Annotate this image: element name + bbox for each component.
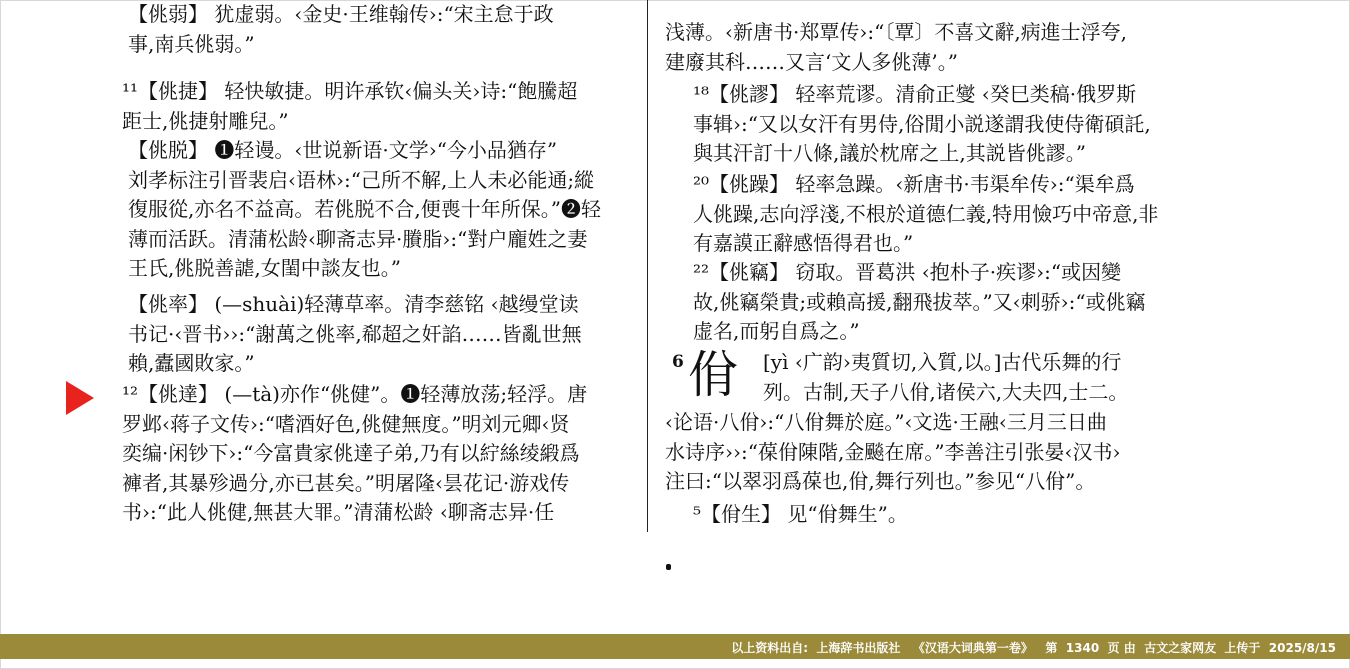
column-divider bbox=[647, 0, 648, 532]
entry-tiaojie: ¹¹【佻捷】 轻快敏捷。明许承钦‹偏头关›诗:“飽騰超 距士,佻捷射雕兒。” bbox=[122, 79, 578, 133]
entry-head-number: 6 bbox=[672, 352, 684, 372]
entry-tiaobo-continued: 浅薄。‹新唐书·郑覃传›:“〔覃〕不喜文辭,病進士浮夸, 建廢其科……又言‘文人多佻薄’。” bbox=[665, 20, 1128, 74]
current-entry-arrow-icon bbox=[66, 381, 94, 415]
entry-tiaoqie: ²²【佻竊】 窃取。晋葛洪 ‹抱朴子·疾谬›:“或因變 故,佻竊榮貴;或賴高援,翻飛拔萃。”又‹刺骄›:“或佻竊 虚名,而躬自爲之。” bbox=[693, 260, 1146, 343]
entry-tiaoshuai: 【佻率】 (—shuài)轻薄草率。清李慈铭 ‹越缦堂读 书记·‹晋书››:“謝萬之佻率,郗超之奸諂……皆亂世無 賴,蠹國敗家。” bbox=[128, 292, 582, 375]
entry-tiaota: ¹²【佻達】 (—tà)亦作“佻健”。❶轻薄放荡;轻浮。唐 罗邺‹蒋子文传›:“嗜酒好色,佻健無度。”明刘元卿‹贤 奕编·闲钞下›:“今富貴家佻達子弟,乃有以紵絲绫緞爲 褲者,其暴殄過分,亦已甚矣。”明屠隆‹昙花记·游戏传 书›:“此人佻健,無甚大罪。”清蒲松龄 ‹聊斋志异·任 bbox=[122, 382, 588, 524]
entry-head-character: 佾 bbox=[688, 346, 738, 404]
entry-tiaotuo: 【佻脱】 ❶轻谩。‹世说新语·文学›“今小品猶存” 刘孝标注引晋裴启‹语林›:“己所不解,上人未必能通;縱 復服從,亦名不益高。若佻脱不合,便喪十年所保。”❷轻 薄而活跃。清蒲松龄‹聊斋志异·賸脂›:“對户龐姓之妻 王氏,佻脱善謔,女閨中談友也。” bbox=[128, 138, 601, 280]
entry-yisheng: ⁵【佾生】 见“佾舞生”。 bbox=[693, 502, 908, 526]
entry-tiaozao: ²⁰【佻躁】 轻率急躁。‹新唐书·韦渠牟传›:“渠牟爲 人佻躁,志向浮淺,不根於道德仁義,特用憸巧中帝意,非 有嘉謨正辭感悟得君也。” bbox=[693, 172, 1159, 255]
entry-yi-pronunciation: [yì ‹广韵›夷質切,入質,以。]古代乐舞的行 列。古制,天子八佾,诸侯六,大夫四,士二。 bbox=[763, 350, 1129, 404]
entry-yi-citations: ‹论语·八佾›:“八佾舞於庭。”‹文选·王融‹三月三日曲 水诗序››:“葆佾陳階,金飈在席。”李善注引张晏‹汉书› 注曰:“以翠羽爲葆也,佾,舞行列也。”参见“八佾”。 bbox=[665, 410, 1121, 493]
source-attribution-text: 以上资料出自: 上海辞书出版社 《汉语大词典第一卷》 第 1340 页 由 古文之家网友 上传于 2025/8/15 bbox=[731, 641, 1336, 655]
ink-speck bbox=[666, 564, 671, 570]
source-footer-bar bbox=[0, 634, 1350, 659]
entry-tiaomiu: ¹⁸【佻謬】 轻率荒谬。清俞正燮 ‹癸巳类稿·俄罗斯 事辑›:“又以女汗有男侍,俗閒小説遂謂我使侍衛碩託, 與其汗訂十八條,議於枕席之上,其説皆佻謬。” bbox=[693, 82, 1151, 165]
entry-tiaoruo: 【佻弱】 犹虚弱。‹金史·王维翰传›:“宋主怠于政 事,南兵佻弱。” bbox=[128, 2, 554, 56]
